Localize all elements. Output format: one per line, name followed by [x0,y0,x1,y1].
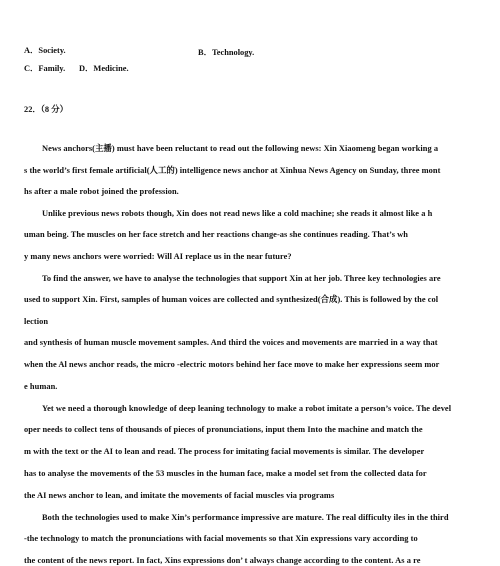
passage-line: s the world’s first female artificial(人工的) intelligence news anchor at Xinhua News Agency on Sunday, three mont [24,166,441,175]
passage-line: m with the text or the AI to lean and read. The process for imitating facial movements is similar. The developer [24,447,425,456]
option-c: C．Family. [24,64,66,73]
passage-line: e human. [24,382,58,391]
passage-line: has to analyse the movements of the 53 muscles in the human face, make a model set from the collected data for [24,469,427,478]
option-b: B．Technology. [198,48,255,57]
question-number: 22．（8 分） [24,105,68,114]
passage-line: when the Al news anchor reads, the micro -electric motors behind her face move to make her expressions seem mor [24,360,440,369]
passage-line: lection [24,317,49,326]
passage-line: -the technology to match the pronunciations with facial movements so that Xin expressions vary according to [24,534,418,543]
passage-line: and synthesis of human muscle movement samples. And third the voices and movements are married in a way that [24,338,438,347]
passage-line: the AI news anchor to lean, and imitate the movements of facial muscles via programs [24,491,335,500]
passage-line: the content of the news report. In fact, Xins expressions don’ t always change according to the content. As a re [24,556,421,565]
passage-line: Unlike previous news robots though, Xin does not read news like a cold machine; she reads it almost like a h [42,209,433,218]
passage-line: uman being. The muscles on her face stretch and her reactions change-as she continues reading. That’s wh [24,230,408,239]
passage-line: To find the answer, we have to analyse the technologies that support Xin at her job. Three key technologies are [42,274,441,283]
passage-line: Both the technologies used to make Xin’s performance impressive are mature. The real difficulty iles in the third [42,513,449,522]
passage-line: Yet we need a thorough knowledge of deep leaning technology to make a robot imitate a person’s voice. The devel [42,404,452,413]
passage-line: oper needs to collect tens of thousands of pieces of pronunciations, input them Into the machine and match the [24,425,423,434]
passage-line: hs after a male robot joined the profession. [24,187,179,196]
passage-line: y many news anchors were worried: Will AI replace us in the near future? [24,252,292,261]
option-d: D．Medicine. [79,64,129,73]
passage-line: News anchors(主播) must have been reluctant to read out the following news: Xin Xiaomeng began working a [42,144,439,153]
passage-line: used to support Xin. First, samples of human voices are collected and synthesized(合成). This is followed by the col [24,295,439,304]
option-a: A．Society. [24,46,66,55]
